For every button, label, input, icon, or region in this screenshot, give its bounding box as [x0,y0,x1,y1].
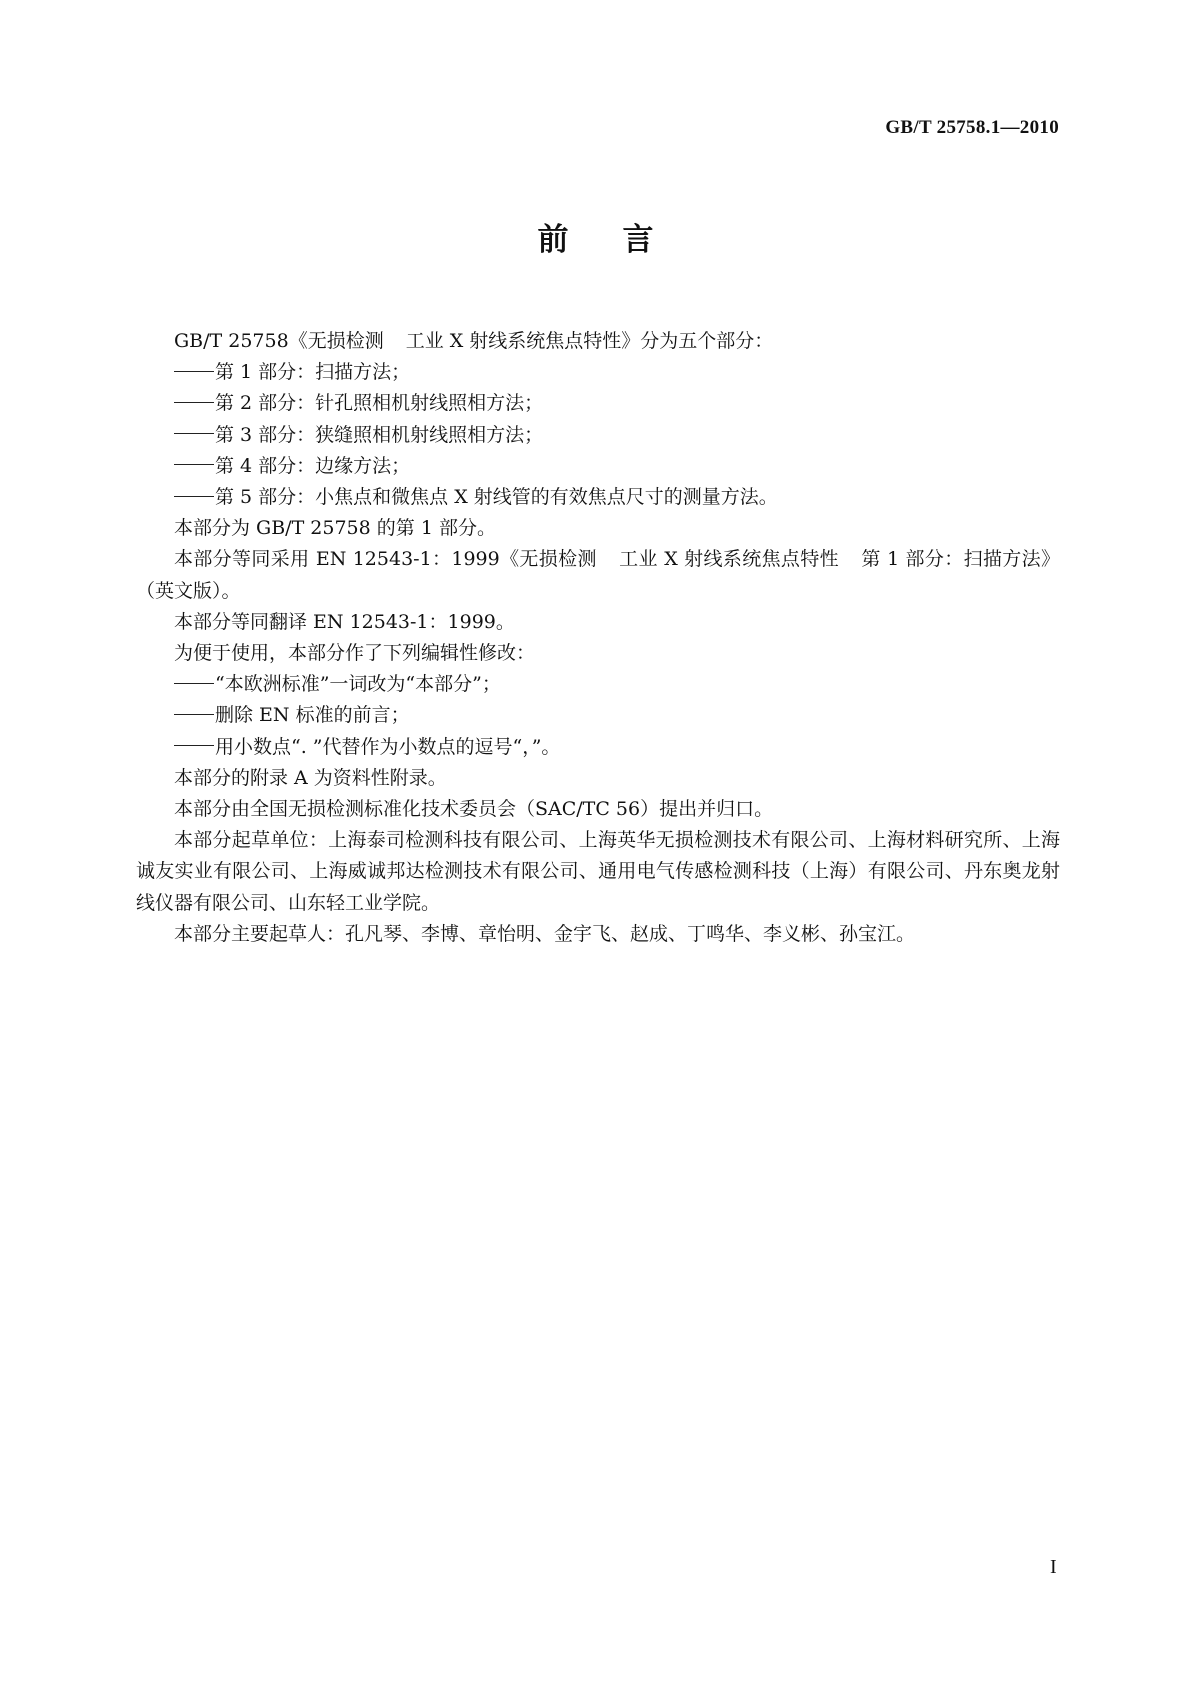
page-number: I [1050,1556,1057,1578]
dash-mark [174,496,214,497]
part-item-2: 第 2 部分：针孔照相机射线照相方法； [215,392,544,415]
dash-mark [174,371,214,372]
intro-text-a: GB/T 25758《无损检测 [174,330,384,352]
proposed-paragraph: 本部分由全国无损检测标准化技术委员会（SAC/TC 56）提出并归口。 [174,798,774,821]
intro-paragraph [136,326,1060,357]
part-item-1: 第 1 部分：扫描方法； [215,361,411,384]
annex-paragraph: 本部分的附录 A 为资料性附录。 [174,766,447,789]
dash-mark [174,402,214,403]
this-part-paragraph: 本部分为 GB/T 25758 的第 1 部分。 [174,517,496,540]
part-item-3: 第 3 部分：狭缝照相机射线照相方法； [215,423,544,446]
dash-mark [174,464,214,465]
drafting-units-paragraph: 本部分起草单位：上海泰司检测科技有限公司、上海英华无损检测技术有限公司、上海材料研究所、上海诚友实业有限公司、上海威诚邦达检测技术有限公司、通用电气传感检测科技（上海）有限公司、丹东奥龙射线仪器有限公司、山东轻工业学院。 [136,829,1060,914]
edit-item-3: 用小数点“. ”代替作为小数点的逗号“，”。 [215,735,561,758]
dash-mark [174,683,214,684]
foreword-body [136,326,1060,950]
dash-mark [174,433,214,434]
adoption-text-a: 本部分等同采用 EN 12543-1：1999《无损检测 [174,548,597,571]
list-item [136,700,1060,731]
part-item-4: 第 4 部分：边缘方法； [215,454,411,477]
list-item [136,732,1060,763]
list-item [136,388,1060,419]
list-item [136,420,1060,451]
list-item [136,451,1060,482]
dash-mark [174,714,214,715]
page-title: 前言 [537,222,708,258]
list-item [136,482,1060,513]
part-item-5: 第 5 部分：小焦点和微焦点 X 射线管的有效焦点尺寸的测量方法。 [215,486,778,509]
drafters-paragraph: 本部分主要起草人：孔凡琴、李博、章怡明、金宇飞、赵成、丁鸣华、李义彬、孙宝江。 [174,922,916,945]
adoption-text-c: 第 1 部分：扫描方法》（英文版）。 [136,548,1060,602]
adoption-text-b: 工业 X 射线系统焦点特性 [618,548,839,571]
edit-item-1: “本欧洲标准”一词改为“本部分”； [215,673,501,696]
adoption-paragraph [136,544,1060,606]
edits-intro-paragraph: 为便于使用，本部分作了下列编辑性修改： [174,642,536,665]
list-item [136,669,1060,700]
standard-code: GB/T 25758.1—2010 [885,117,1059,138]
edit-item-2: 删除 EN 标准的前言； [215,704,410,727]
list-item [136,357,1060,388]
dash-mark [174,745,214,746]
intro-text-b: 工业 X 射线系统焦点特性》分为五个部分： [405,330,774,352]
translation-paragraph: 本部分等同翻译 EN 12543-1：1999。 [174,610,515,633]
